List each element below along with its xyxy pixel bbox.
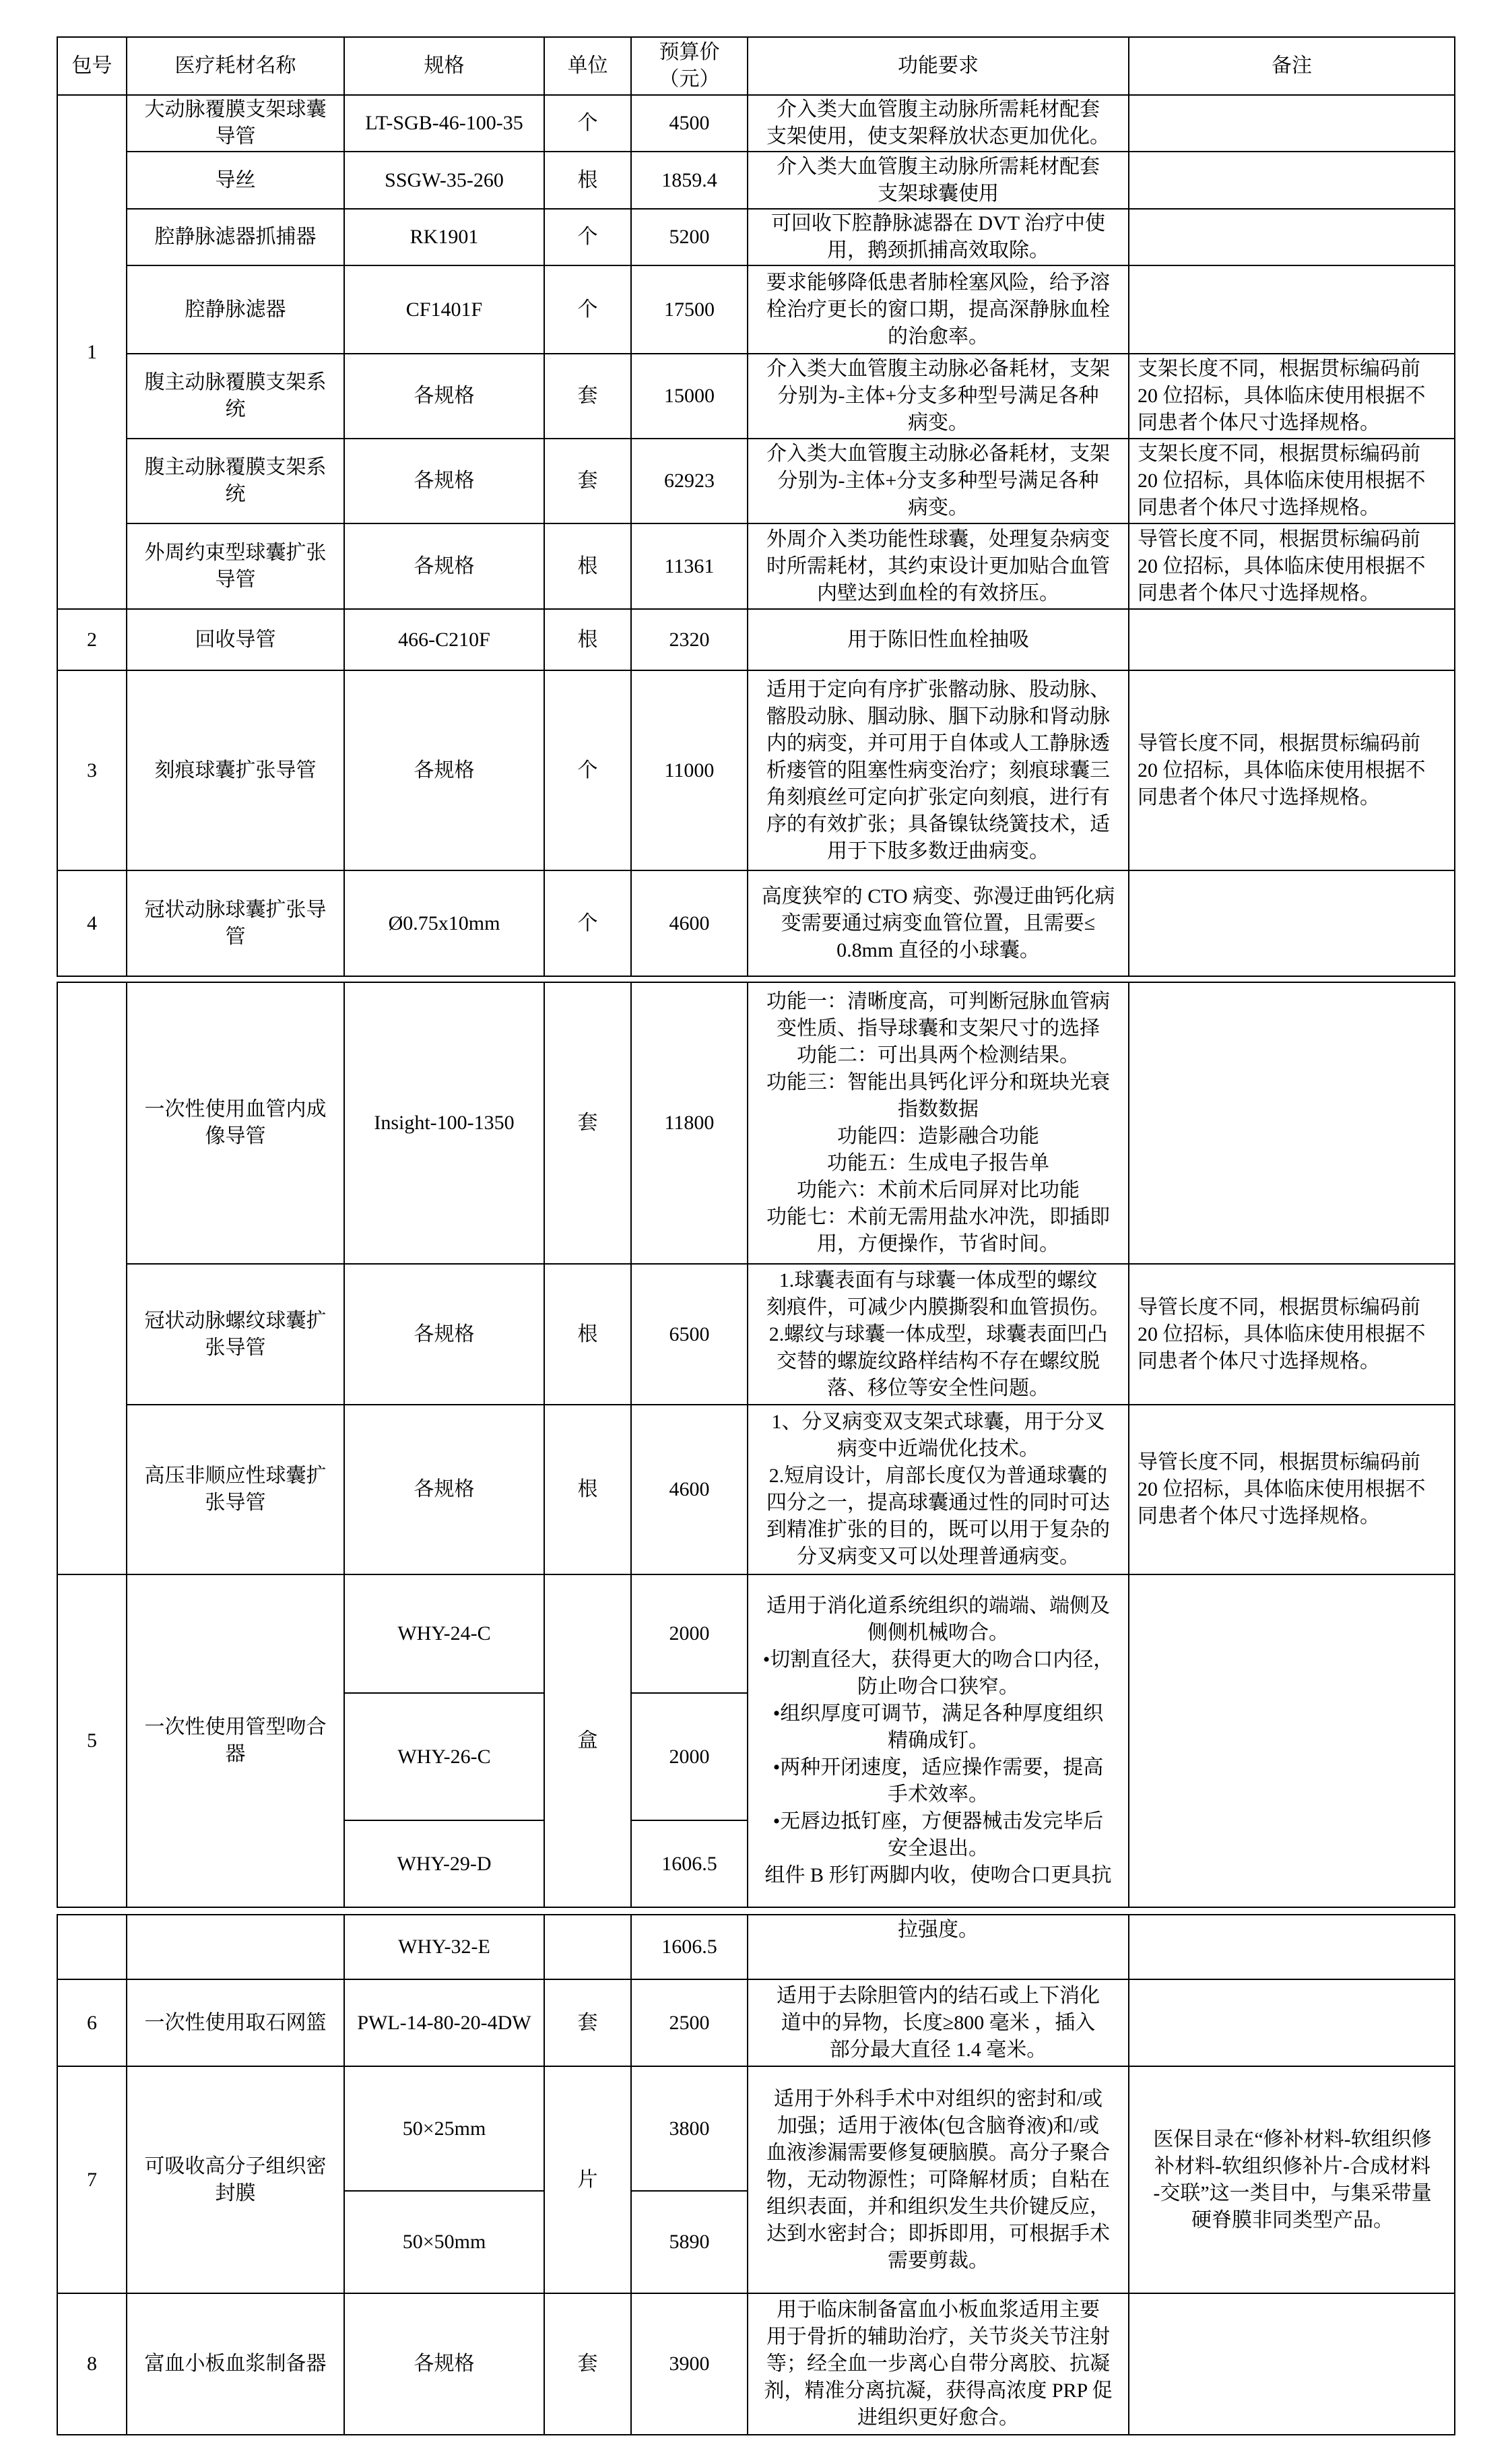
- table-row: [57, 152, 1455, 209]
- item-function: 介入类大血管腹主动脉必备耗材，支架 分别为-主体+分支多种型号满足各种 病变。: [748, 439, 1129, 523]
- item-unit: 根: [544, 1264, 631, 1405]
- item-spec: Ø0.75x10mm: [344, 870, 544, 976]
- item-note: [1129, 265, 1455, 354]
- item-price: 62923: [631, 439, 748, 523]
- item-function: 介入类大血管腹主动脉所需耗材配套 支架球囊使用: [748, 152, 1129, 209]
- package-number: 6: [57, 1979, 127, 2066]
- item-function: 高度狭窄的 CTO 病变、弥漫迂曲钙化病 变需要通过病变血管位置，且需要≤ 0.8mm 直径的小球囊。: [748, 870, 1129, 976]
- item-note: [1129, 982, 1455, 1264]
- table-row: [57, 265, 1455, 354]
- item-price: 11800: [631, 982, 748, 1264]
- item-function-continued: 拉强度。: [748, 1915, 1129, 1979]
- package-number: 7: [57, 2066, 127, 2293]
- item-note: 导管长度不同，根据贯标编码前 20 位招标，具体临床使用根据不 同患者个体尺寸选择规格。: [1129, 670, 1455, 870]
- item-name: 一次性使用管型吻合 器: [127, 1574, 344, 1907]
- header-item-name: 医疗耗材名称: [127, 37, 344, 95]
- item-price: 11000: [631, 670, 748, 870]
- item-name: 大动脉覆膜支架球囊 导管: [127, 95, 344, 152]
- table-row: [57, 982, 1455, 1264]
- package-number: 1: [57, 95, 127, 609]
- item-unit: 套: [544, 354, 631, 439]
- item-function: 介入类大血管腹主动脉必备耗材，支架 分别为-主体+分支多种型号满足各种 病变。: [748, 354, 1129, 439]
- item-function: 用于陈旧性血栓抽吸: [748, 609, 1129, 670]
- item-price: 17500: [631, 265, 748, 354]
- item-spec: 各规格: [344, 523, 544, 609]
- table-row: [57, 1915, 1455, 1979]
- item-unit: 套: [544, 1979, 631, 2066]
- item-price: 1859.4: [631, 152, 748, 209]
- item-name: 冠状动脉螺纹球囊扩 张导管: [127, 1264, 344, 1405]
- item-unit: 盒: [544, 1574, 631, 1907]
- header-row: [57, 37, 1455, 95]
- item-spec: 各规格: [344, 354, 544, 439]
- item-name: 导丝: [127, 152, 344, 209]
- item-price: 3900: [631, 2293, 748, 2435]
- item-unit: 个: [544, 95, 631, 152]
- table-segment-2: [57, 982, 1455, 1908]
- item-name: 腹主动脉覆膜支架系 统: [127, 354, 344, 439]
- item-unit: [544, 1915, 631, 1979]
- item-spec: WHY-29-D: [344, 1820, 544, 1907]
- item-unit: 个: [544, 670, 631, 870]
- item-note: 导管长度不同，根据贯标编码前 20 位招标，具体临床使用根据不 同患者个体尺寸选择规格。: [1129, 1264, 1455, 1405]
- package-number: 3: [57, 670, 127, 870]
- item-function: 1.球囊表面有与球囊一体成型的螺纹 刻痕件，可减少内膜撕裂和血管损伤。 2.螺纹与球囊一体成型，球囊表面凹凸 交替的螺旋纹路样结构不存在螺纹脱 落、移位等安全性问题。: [748, 1264, 1129, 1405]
- item-function: 可回收下腔静脉滤器在 DVT 治疗中使 用，鹅颈抓捕高效取除。: [748, 209, 1129, 265]
- package-number: 4: [57, 870, 127, 976]
- package-number: 5: [57, 1574, 127, 1907]
- item-name: 富血小板血浆制备器: [127, 2293, 344, 2435]
- item-spec: CF1401F: [344, 265, 544, 354]
- table-row: [57, 1574, 1455, 1693]
- header-budget-price: 预算价 （元）: [631, 37, 748, 95]
- item-unit: 套: [544, 439, 631, 523]
- item-price: 2000: [631, 1574, 748, 1693]
- item-name: 一次性使用取石网篮: [127, 1979, 344, 2066]
- item-price: 15000: [631, 354, 748, 439]
- item-price: 6500: [631, 1264, 748, 1405]
- item-price: 5200: [631, 209, 748, 265]
- item-note: 支架长度不同，根据贯标编码前 20 位招标，具体临床使用根据不 同患者个体尺寸选择规格。: [1129, 439, 1455, 523]
- item-spec: 各规格: [344, 1405, 544, 1574]
- table-row: [57, 1405, 1455, 1574]
- table-row: [57, 439, 1455, 523]
- item-name: [127, 1915, 344, 1979]
- item-function: 适用于消化道系统组织的端端、端侧及 侧侧机械吻合。 •切割直径大，获得更大的吻合口内径， 防止吻合口狭窄。 •组织厚度可调节，满足各种厚度组织 精确成钉。 •两种开闭速度，适应操作需要，提高 手术效率。 •无唇边抵钉座，方便器械击发完毕后 安全退出。 组件 B 形钉两脚内收，使吻合口更具抗: [748, 1574, 1129, 1907]
- item-note: [1129, 95, 1455, 152]
- header-note: 备注: [1129, 37, 1455, 95]
- item-spec: LT-SGB-46-100-35: [344, 95, 544, 152]
- item-spec: 各规格: [344, 1264, 544, 1405]
- table-row: [57, 2066, 1455, 2191]
- item-name: 外周约束型球囊扩张 导管: [127, 523, 344, 609]
- item-price: 4600: [631, 870, 748, 976]
- item-spec: PWL-14-80-20-4DW: [344, 1979, 544, 2066]
- table-row: [57, 609, 1455, 670]
- item-unit: 套: [544, 2293, 631, 2435]
- item-note: [1129, 1979, 1455, 2066]
- item-name: 冠状动脉球囊扩张导 管: [127, 870, 344, 976]
- table-row: [57, 870, 1455, 976]
- item-price: 3800: [631, 2066, 748, 2191]
- package-number: 8: [57, 2293, 127, 2435]
- table-row: [57, 95, 1455, 152]
- item-name: 回收导管: [127, 609, 344, 670]
- item-price: 4500: [631, 95, 748, 152]
- table-row: [57, 523, 1455, 609]
- item-unit: 根: [544, 152, 631, 209]
- item-unit: 根: [544, 523, 631, 609]
- item-unit: 个: [544, 265, 631, 354]
- header-function: 功能要求: [748, 37, 1129, 95]
- package-number: [57, 982, 127, 1574]
- item-function: 介入类大血管腹主动脉所需耗材配套 支架使用，使支架释放状态更加优化。: [748, 95, 1129, 152]
- table-row: [57, 354, 1455, 439]
- item-spec: RK1901: [344, 209, 544, 265]
- item-spec: SSGW-35-260: [344, 152, 544, 209]
- item-note: [1129, 609, 1455, 670]
- package-number: 2: [57, 609, 127, 670]
- item-function: 适用于外科手术中对组织的密封和/或 加强；适用于液体(包含脑脊液)和/或 血液渗漏需要修复硬脑膜。高分子聚合 物，无动物源性；可降解材质；自粘在 组织表面，并和组织发生共价键反应， 达到水密封合；即拆即用，可根据手术 需要剪裁。: [748, 2066, 1129, 2293]
- header-unit: 单位: [544, 37, 631, 95]
- item-price: 2500: [631, 1979, 748, 2066]
- package-number: [57, 1915, 127, 1979]
- item-price: 2000: [631, 1693, 748, 1820]
- item-name: 腹主动脉覆膜支架系 统: [127, 439, 344, 523]
- item-unit: 片: [544, 2066, 631, 2293]
- item-spec: Insight-100-1350: [344, 982, 544, 1264]
- item-name: 腔静脉滤器抓捕器: [127, 209, 344, 265]
- item-note: [1129, 1574, 1455, 1907]
- item-note: 导管长度不同，根据贯标编码前 20 位招标，具体临床使用根据不 同患者个体尺寸选择规格。: [1129, 523, 1455, 609]
- item-unit: 根: [544, 609, 631, 670]
- item-function: 外周介入类功能性球囊，处理复杂病变 时所需耗材，其约束设计更加贴合血管 内壁达到血栓的有效挤压。: [748, 523, 1129, 609]
- item-function: 功能一：清晰度高，可判断冠脉血管病 变性质、指导球囊和支架尺寸的选择 功能二：可出具两个检测结果。 功能三：智能出具钙化评分和斑块光衰 指数数据 功能四：造影融合功能 功能五：生成电子报告单 功能六：术前术后同屏对比功能 功能七：术前无需用盐水冲洗，即插即 用，方便操作，节省时间。: [748, 982, 1129, 1264]
- table-segment-1: [57, 36, 1455, 977]
- item-function: 适用于定向有序扩张髂动脉、股动脉、 髂股动脉、腘动脉、腘下动脉和肾动脉 内的病变，并可用于自体或人工静脉透 析瘘管的阻塞性病变治疗；刻痕球囊三 角刻痕丝可定向扩张定向刻痕，进行有 序的有效扩张；具备镍钛绕簧技术，适 用于下肢多数迂曲病变。: [748, 670, 1129, 870]
- item-unit: 根: [544, 1405, 631, 1574]
- item-note: 医保目录在“修补材料-软组织修 补材料-软组织修补片-合成材料 -交联”这一类目中，与集采带量 硬脊膜非同类型产品。: [1129, 2066, 1455, 2293]
- item-spec: WHY-32-E: [344, 1915, 544, 1979]
- item-spec: WHY-26-C: [344, 1693, 544, 1820]
- item-name: 刻痕球囊扩张导管: [127, 670, 344, 870]
- item-spec: 各规格: [344, 439, 544, 523]
- item-note: 支架长度不同，根据贯标编码前 20 位招标，具体临床使用根据不 同患者个体尺寸选择规格。: [1129, 354, 1455, 439]
- item-name: 可吸收高分子组织密 封膜: [127, 2066, 344, 2293]
- item-name: 腔静脉滤器: [127, 265, 344, 354]
- item-price: 5890: [631, 2191, 748, 2293]
- item-spec: 50×50mm: [344, 2191, 544, 2293]
- item-name: 一次性使用血管内成 像导管: [127, 982, 344, 1264]
- item-function: 用于临床制备富血小板血浆适用主要 用于骨折的辅助治疗，关节炎关节注射 等；经全血一步离心自带分离胶、抗凝 剂，精准分离抗凝，获得高浓度 PRP 促 进组织更好愈合。: [748, 2293, 1129, 2435]
- item-price: 1606.5: [631, 1820, 748, 1907]
- item-price: 11361: [631, 523, 748, 609]
- item-spec: WHY-24-C: [344, 1574, 544, 1693]
- item-function: 要求能够降低患者肺栓塞风险，给予溶 栓治疗更长的窗口期，提高深静脉血栓 的治愈率。: [748, 265, 1129, 354]
- item-note: [1129, 2293, 1455, 2435]
- item-price: 4600: [631, 1405, 748, 1574]
- table-row: [57, 670, 1455, 870]
- table-segment-3: [57, 1914, 1455, 2435]
- item-spec: 50×25mm: [344, 2066, 544, 2191]
- item-function: 1、分叉病变双支架式球囊，用于分叉 病变中近端优化技术。 2.短肩设计，肩部长度仅为普通球囊的 四分之一，提高球囊通过性的同时可达 到精准扩张的目的，既可以用于复杂的 分叉病变又可以处理普通病变。: [748, 1405, 1129, 1574]
- item-note: [1129, 870, 1455, 976]
- item-name: 高压非顺应性球囊扩 张导管: [127, 1405, 344, 1574]
- header-spec: 规格: [344, 37, 544, 95]
- item-spec: 各规格: [344, 2293, 544, 2435]
- item-spec: 各规格: [344, 670, 544, 870]
- table-row: [57, 2293, 1455, 2435]
- item-spec: 466-C210F: [344, 609, 544, 670]
- header-package-number: 包号: [57, 37, 127, 95]
- item-price: 2320: [631, 609, 748, 670]
- item-function: 适用于去除胆管内的结石或上下消化 道中的异物，长度≥800 毫米 ，插入 部分最大直径 1.4 毫米。: [748, 1979, 1129, 2066]
- item-note: 导管长度不同，根据贯标编码前 20 位招标，具体临床使用根据不 同患者个体尺寸选择规格。: [1129, 1405, 1455, 1574]
- table-row: [57, 209, 1455, 265]
- item-note: [1129, 209, 1455, 265]
- table-row: [57, 1264, 1455, 1405]
- item-note: [1129, 152, 1455, 209]
- item-note: [1129, 1915, 1455, 1979]
- item-unit: 个: [544, 209, 631, 265]
- item-unit: 套: [544, 982, 631, 1264]
- item-price: 1606.5: [631, 1915, 748, 1979]
- table-row: [57, 1979, 1455, 2066]
- item-unit: 个: [544, 870, 631, 976]
